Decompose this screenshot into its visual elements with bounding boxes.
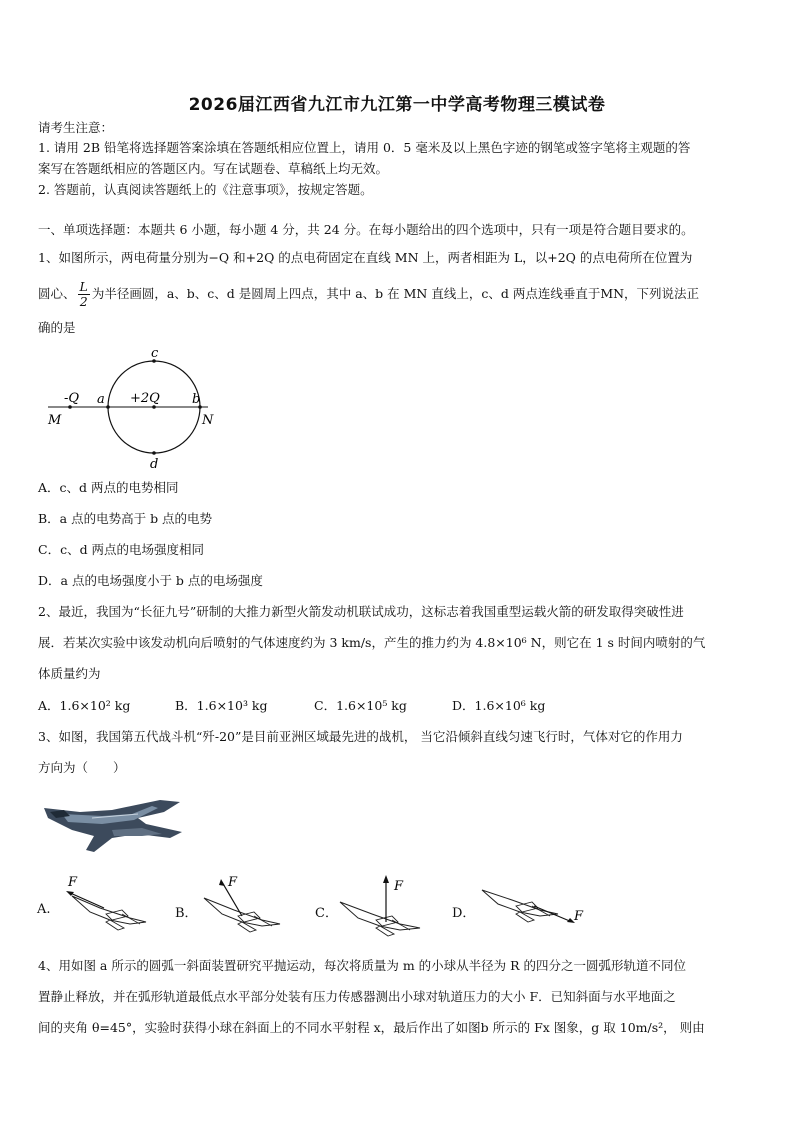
q2-option-b[interactable]: B．1.6×10³ kg <box>175 698 268 713</box>
q3-option-b-label[interactable]: B． <box>175 906 198 921</box>
q2-option-c[interactable]: C．1.6×10⁵ kg <box>314 698 407 713</box>
radius-fraction <box>78 280 90 309</box>
notice-item-2: 2. 答题前，认真阅读答题纸上的《注意事项》，按规定答题。 <box>38 182 373 197</box>
point-a-dot <box>106 405 110 409</box>
force-label-c: F <box>394 879 404 894</box>
label-a: a <box>97 392 105 407</box>
label-pos-2q: +2Q <box>130 391 160 406</box>
force-arrow-d <box>534 906 572 922</box>
q3-option-d-label[interactable]: D． <box>452 906 476 921</box>
force-label-b: F <box>228 875 238 890</box>
q2-option-d[interactable]: D．1.6×10⁶ kg <box>452 698 546 713</box>
q3-option-c-figure[interactable] <box>336 872 432 938</box>
small-jet-icon <box>340 902 420 936</box>
fraction-numerator: L <box>79 279 88 294</box>
q3-option-a-figure[interactable] <box>60 874 150 932</box>
jet-silhouette <box>44 800 182 852</box>
q3-option-d-figure[interactable] <box>478 880 588 932</box>
q2-stem-line-2: 展．若某次实验中该发动机向后喷射的气体速度约为 3 km/s，产生的推力约为 4.8×10⁶ N，则它在 1 s 时间内喷射的气 <box>38 635 706 650</box>
q4-stem-line-2: 置静止释放，并在弧形轨道最低点水平部分处装有压力传感器测出小球对轨道压力的大小 F．已知斜面与水平地面之 <box>38 989 676 1004</box>
q1-stem-line-1: 1、如图所示，两电荷量分别为−Q 和+2Q 的点电荷固定在直线 MN 上，两者相距为 L，以+2Q 的点电荷所在位置为 <box>38 250 693 265</box>
q3-option-b-figure[interactable] <box>196 872 286 934</box>
q1-stem-line-2 <box>38 280 758 309</box>
small-jet-icon <box>482 890 558 922</box>
arrowhead-b <box>219 879 225 886</box>
notice-item-1-line-1: 1. 请用 2B 铅笔将选择题答案涂填在答题纸相应位置上，请用 0．5 毫米及以上黑色字迹的钢笔或签字笔将主观题的答 <box>38 140 691 155</box>
fighter-jet-image <box>42 794 192 856</box>
q1-option-a[interactable]: A．c、d 两点的电势相同 <box>38 480 179 495</box>
force-arrow-a <box>68 892 104 908</box>
label-m: M <box>48 413 62 428</box>
q1-option-d[interactable]: D．a 点的电场强度小于 b 点的电场强度 <box>38 573 263 588</box>
q4-stem-line-1: 4、用如图 a 所示的圆弧一斜面装置研究平抛运动，每次将质量为 m 的小球从半径为 R 的四分之一圆弧形轨道不同位 <box>38 958 687 973</box>
section-heading: 一、单项选择题：本题共 6 小题，每小题 4 分，共 24 分。在每小题给出的四个选项中，只有一项是符合题目要求的。 <box>38 222 694 237</box>
q3-option-a-label[interactable]: A. <box>37 902 51 917</box>
notice-item-1-line-2: 案写在答题纸相应的答题区内。写在试题卷、草稿纸上均无效。 <box>38 161 389 176</box>
label-c: c <box>151 348 159 361</box>
label-n: N <box>202 413 214 428</box>
q1-stem-suffix: 为半径画圆，a、b、c、d 是圆周上四点，其中 a、b 在 MN 直线上，c、d 两点连线垂直于MN，下列说法正 <box>91 286 700 301</box>
q1-stem-prefix: 圆心、 <box>38 286 76 301</box>
q3-stem-line-1: 3、如图，我国第五代战斗机“歼-20”是目前亚洲区域最先进的战机， 当它沿倾斜直线匀速飞行时，气体对它的作用力 <box>38 729 683 744</box>
point-d-dot <box>152 451 156 455</box>
notice-heading: 请考生注意： <box>38 120 114 135</box>
arrowhead-a <box>66 891 74 896</box>
charge-circle-figure <box>40 348 230 470</box>
fraction-denominator: 2 <box>79 294 88 309</box>
label-d: d <box>150 457 159 470</box>
small-jet-icon <box>72 896 146 930</box>
label-neg-q: -Q <box>64 391 80 406</box>
page-title: 2026届江西省九江市九江第一中学高考物理三模试卷 <box>188 95 606 115</box>
arrowhead-c <box>383 875 389 883</box>
q2-option-a[interactable]: A．1.6×10² kg <box>38 698 131 713</box>
q2-stem-line-1: 2、最近，我国为“长征九号”研制的大推力新型火箭发动机联试成功，这标志着我国重型运载火箭的研发取得突破性进 <box>38 604 684 619</box>
q1-option-c[interactable]: C．c、d 两点的电场强度相同 <box>38 542 205 557</box>
q1-option-b[interactable]: B．a 点的电势高于 b 点的电势 <box>38 511 213 526</box>
force-label-d: F <box>574 909 584 924</box>
q3-option-c-label[interactable]: C． <box>315 906 338 921</box>
force-label-a: F <box>68 875 78 890</box>
q2-stem-line-3: 体质量约为 <box>38 666 101 681</box>
q4-stem-line-3: 间的夹角 θ=45°，实验时获得小球在斜面上的不同水平射程 x，最后作出了如图b 所示的 Fx 图象，g 取 10m/s²， 则由 <box>38 1020 705 1035</box>
q1-stem-line-3: 确的是 <box>38 320 76 335</box>
q3-stem-line-2: 方向为（ ） <box>38 760 126 775</box>
label-b: b <box>192 392 201 407</box>
